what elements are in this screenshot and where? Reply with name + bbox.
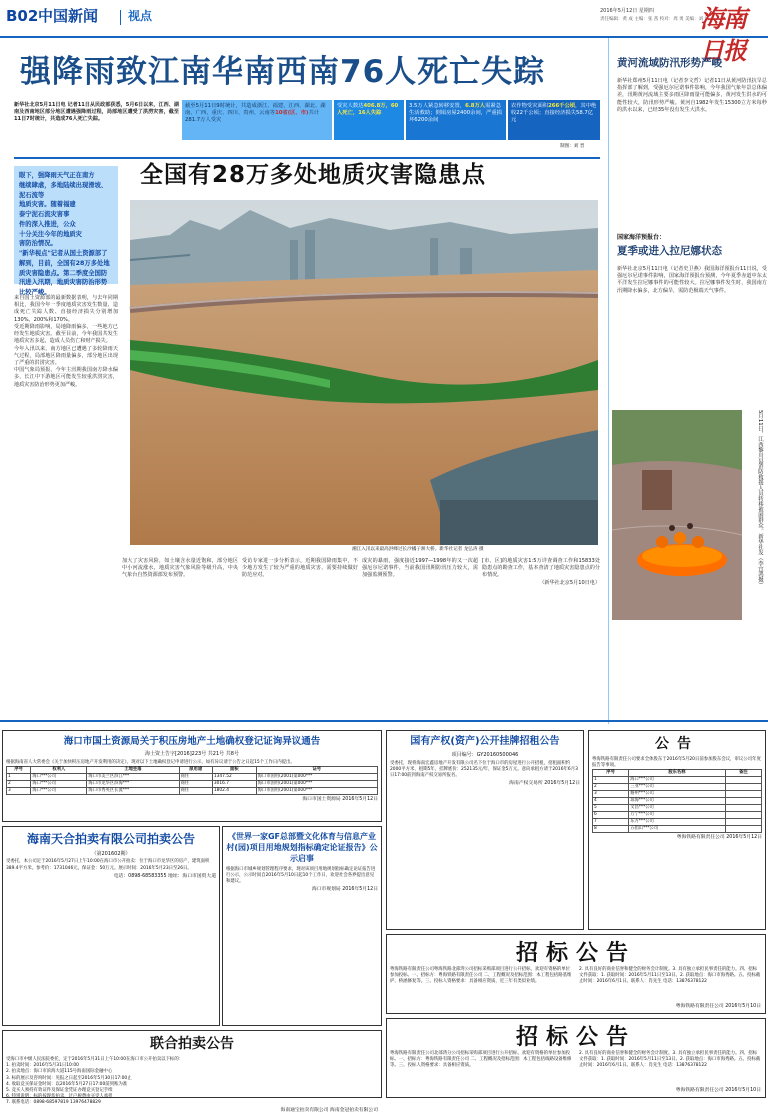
body-paragraph: 加大了灾害风险，如土壤含水量近饱和，部分地区中小河流涨水，地质灾害气象风险等级升高，中央气象台自然资源部发布预警。 <box>122 558 238 579</box>
ad-signature: 粤海铁路有限责任公司 2016年5月10日 <box>675 1004 761 1010</box>
table-header: 序号 <box>593 770 629 777</box>
table-row: 5 文昌***公司 <box>593 805 762 812</box>
land-notice-ad <box>2 730 382 822</box>
auction-item: 6. 特别说明：标的按现状拍卖，过户税费由买受人承担 <box>6 1093 113 1099</box>
table-header: 面积 <box>212 767 256 774</box>
table-row: 3 海口***公司 海口市秀英区长流*** 商住 1802.4 海口市国用(2001)第000*** <box>7 787 378 794</box>
right-article-1: 新华社郑州5月11日电（记者李文哲）记者11日从黄河防汛抗旱总指挥部了解到，受强厄尔尼诺事件影响，今年我国气象年景总体偏差，汛期黄河流域主要多雨区降雨量可能偏多，黄河发生洪水的可能性较大，防汛形势严峻。黄河自1982年发生15300立方米每秒的洪水以来，已经35年没有发生大洪水。 <box>617 78 767 113</box>
ad-text: 粤海铁路有限责任公司粤海铁路北部湾公司招标采购部项目进行公开招标，欢迎有资格的单位参加投标。一、招标方：粤海铁路有限责任公司 二、工程概况及招标范围：本工程包括路基维护、桥涵修复等。三、投标人资格要求：具备相应资质，近三年有类似业绩。 <box>390 967 572 985</box>
ad-title: 联合拍卖公告 <box>150 1036 234 1052</box>
auction-item: 3. 标的展示及咨询时间：见报之日起至2016年5月30日17:00止 <box>6 1075 132 1081</box>
section-name: 中国新闻 <box>38 7 99 25</box>
table-header: 权利人 <box>31 767 87 774</box>
section-number: B02 <box>6 7 39 25</box>
stat-box-2: 受灾人数达406.8万，60人死亡，16人失踪 <box>334 100 404 140</box>
shareholder-notice-ad <box>588 730 766 930</box>
ad-signature: 海南产权交易所 2016年5月12日 <box>509 780 580 786</box>
section-category: 视点 <box>128 9 153 23</box>
photo-caption: 湘江入汛以来最高洪峰过长沙橘子洲大桥。新华社记者 龙弘涛 摄 <box>352 547 484 552</box>
body-column-4 <box>362 558 478 713</box>
header-divider <box>120 10 121 25</box>
table-row: 8 五指山***公司 <box>593 825 762 832</box>
table-header: 证号 <box>256 767 377 774</box>
sidebar-line: "新华视点"记者从国土资源部了解到，目前，全国有28万多处地质灾害隐患点。第二季度全国防汛进入汛期，地质灾害防治形势比较严峻。 <box>19 250 110 296</box>
body-column-1 <box>14 295 118 715</box>
ad-text: 2. 具有良好的商业信誉和健全的财务会计制度。3. 具有独立承担民事责任的能力。四、招标文件获取：1. 获取时间：2016年5月11日至13日。2. 获取地点：海口市海秀路。五、投标截止时间：2016年6月1日。联系人：肖先生 电话：13876378122 <box>579 1051 761 1069</box>
gf-park-notice-ad <box>222 826 382 1026</box>
state-asset-lease-ad <box>386 730 584 930</box>
table-header: 股东名称 <box>629 770 726 777</box>
stats-infographic <box>182 100 600 140</box>
table-row: 2 海口***公司 海口市龙华区滨海*** 商住 3016.7 海口市国用(2001)第000*** <box>7 780 378 787</box>
stat-box-1: 截至5月11日9时统计，共造成浙江、福建、江西、湖北、湖南、广西、重庆、四川、贵州、云南等10省(区、市)共计281.7万人受灾 <box>182 100 332 140</box>
auction-item: 5. 竞买人须持有效证件及保证金凭证办理竞买登记手续 <box>6 1087 113 1093</box>
right-title-2: 夏季或进入拉尼娜状态 <box>617 245 722 257</box>
dateline: （新华社北京5月10日电） <box>539 579 600 586</box>
sidebar-line: 地质灾害。随着福建 <box>19 201 76 209</box>
ad-title: 国有产权(资产)公开挂牌招租公告 <box>410 736 560 747</box>
right-article-2: 新华社北京5月11日电（记者史卫燕）我国海洋预报台11日说，受强厄尔尼诺事件影响，国家海洋预报台预测，今年夏季赤道中东太平洋发生拉尼娜事件的可能性较大。拉尼娜事件发生时，我国南方汛期降水偏多，北方偏旱，需防范极端天气事件。 <box>617 266 767 294</box>
table-row: 3 儋州***公司 <box>593 791 762 798</box>
sidebar-line: 害防治情况。 <box>19 240 57 248</box>
body-paragraph: 中国气象局预报，今年主汛期我国南方降水偏多，长江中下游地区可能发生较重洪涝灾害，地质灾害防治形势更加严峻。 <box>14 367 118 388</box>
ad-title: 公告 <box>655 736 699 752</box>
stat-box-3: 3.5万人紧急转移安置，6.8万人需紧急生活救助；倒塌房屋2400余间，严重损坏6200余间 <box>406 100 506 140</box>
sub-headline: 全国有28万多处地质灾害隐患点 <box>140 162 487 188</box>
auction-ad <box>2 826 220 1026</box>
tender-ad-2 <box>386 1018 766 1098</box>
body-column-3 <box>242 558 358 713</box>
ad-signature: 电话：0898-68583355 地址：海口市国贸大道 <box>113 873 216 879</box>
ad-signature: 海口市规划局 2016年5月12日 <box>311 887 378 893</box>
body-column-5 <box>482 558 600 713</box>
right-title-2-kicker: 国家海洋预报台： <box>617 234 666 241</box>
land-table <box>6 766 378 795</box>
auction-item: 1. 拍卖时间：2016年5月31日10:00 <box>6 1063 79 1069</box>
date-line: 2016年5月12日 星期四 <box>600 8 654 14</box>
ad-subtitle: （第201602期） <box>91 850 131 857</box>
ad-text: 2. 具有良好的商业信誉和健全的财务会计制度。3. 具有独立承担民事责任的能力。四、招标文件获取：1. 获取时间：2016年5月11日至13日。2. 获取地点：海口市海秀路。五、投标截止时间：2016年6月1日。联系人：肖先生 电话：13876378122 <box>579 967 761 985</box>
table-row: 2 三亚***公司 <box>593 784 762 791</box>
sidebar-line: 眼下，强降雨天气正在南方 <box>19 172 95 179</box>
body-paragraph: 成灾的暴雨，强度接近1997—1998年的又一次超强厄尔尼诺事件，当前我国汛期防汛压力较大，需加强监测预警。 <box>362 558 478 579</box>
body-paragraph: 来自国土资源部的最新数据表明，与去年同期相比，我国今年一季度地质灾害发生数量、造成死亡失踪人数、直接经济损失分别增加130%、200%和170%。 <box>14 295 118 323</box>
ad-text: 受委托，现将海南宏鑫房地产开发有限公司名下位于海口市的房屋进行公开招租，招租面积约2000平方米，租期5年，挂牌底价：252135元/年，保证金5万元。意向承租方请于2016年6月3日17:00前到海南产权交易所报名。 <box>390 760 578 778</box>
ad-text: 受委托，本公司定于2016年5月27日上午10:00在海口市公开拍卖：位于海口市龙华区的房产，建筑面积389.4平方米。参考价：1731046元，保证金：50万元。展示时间：2016年5月23日至26日。 <box>6 859 210 871</box>
ad-title: 招标公告 <box>515 1025 636 1050</box>
table-row: 6 万宁***公司 <box>593 812 762 819</box>
table-row: 1 海口***公司 海口市美兰区滨江*** 商住 1347.52 海口市国用(2001)第000*** <box>7 774 378 781</box>
table-header: 原用途 <box>179 767 212 774</box>
right-title-1: 黄河流域防汛形势严峻 <box>617 57 722 69</box>
ad-signature: 粤海铁路有限责任公司 2016年5月12日 <box>676 834 762 840</box>
ad-title: 海南天合拍卖有限公司拍卖公告 <box>26 832 195 846</box>
sidebar-line: 件的深入推进，公众 <box>19 220 76 228</box>
body-paragraph: 受近期降雨影响，局地降雨偏多，一些地方已经发生地质灾害。截至目前，今年我国共发生地质灾害多起，造成人员伤亡和财产损失。 <box>14 323 118 345</box>
shareholder-table <box>592 769 762 832</box>
lead-paragraph: 新华社北京5月11日电 记者11日从民政部获悉，5月6日以来，江西、湖南及西南地区部分地区遭遇强降雨过程，局部地区遭受了洪涝灾害，截至11日7时统计，共造成76人死亡失踪。 <box>14 102 179 123</box>
intro-sidebar <box>14 166 118 296</box>
table-row: 7 东方***公司 <box>593 818 762 825</box>
stat-box-4: 农作物受灾面积266千公顷，其中绝收22千公顷；直接经济损失58.7亿元 <box>508 100 600 140</box>
right-column <box>608 38 768 724</box>
ad-text: 粤海铁路有限责任公司要求全体股东于2016年5月20日前参加股东会议，审议公司年度报告等事项。 <box>592 757 761 769</box>
sidebar-line: 继续肆虐，多地陆续出现滑坡、泥石流等 <box>19 181 108 199</box>
ad-title: 《世界一家GF总部暨文化体育与信息产业村(园)项目用地规划指标确定论证报告》公示启事 <box>226 832 378 864</box>
body-paragraph: 今年入汛以来，南方地区已遭遇了多轮降雨天气过程，局部地区降雨量偏多，部分地区出现了严重的洪涝灾害。 <box>14 345 118 366</box>
ad-signature: 海口市国土资源局 2016年5月12日 <box>302 796 378 802</box>
graphic-credit: 制图：刘 晋 <box>560 144 585 149</box>
section-rule <box>14 157 600 159</box>
rescue-photo <box>612 410 742 620</box>
sidebar-line: 十分关注今年的地质灾 <box>19 230 82 238</box>
editor-line: 责任编辑：黄 成 主编：张 茜 校对：周 勇 美编：刘 洁 <box>600 17 710 22</box>
auction-item: 4. 收取竞买保证金时间：以2016年5月27日17:00前到账为准 <box>6 1081 128 1087</box>
ad-signature: 海南通宝拍卖有限公司 海南金冠拍卖有限公司 <box>280 1107 378 1113</box>
table-header: 备注 <box>725 770 761 777</box>
ad-signature: 粤海铁路有限责任公司 2016年5月10日 <box>675 1088 761 1094</box>
table-row: 1 海口***公司 <box>593 777 762 784</box>
ad-title: 海口市国土资源局关于积压房地产土地确权登记证询异议通告 <box>63 736 321 747</box>
tender-ad-1 <box>386 934 766 1014</box>
ad-subtitle: 海土资土告字[2016]223号 共21号 共8号 <box>145 751 239 758</box>
ad-text: 根据海口市城乡规划管理程序要求，现对该项目用地规划指标确定论证报告进行公示，公示时间自2016年5月10日起10个工作日，欢迎社会各界提出意见和建议。 <box>226 867 376 885</box>
ad-subtitle: 项目编号：GY20160500046 <box>451 751 519 758</box>
body-paragraph: [市、区]的地质灾害1:5万详查调查工作和15833处隐患点的勘查工作，基本查清了地质灾害隐患点的分布情况。 <box>482 558 600 579</box>
joint-auction-ad <box>2 1030 382 1113</box>
table-header: 土地坐落 <box>87 767 179 774</box>
table-header: 序号 <box>7 767 31 774</box>
masthead-logo: 海南日报 <box>700 4 746 66</box>
rescue-photo-caption: 5月11日，江西黎川县消防救援人员转移被困群众。新华社发（李宜鸿摄） <box>757 410 763 588</box>
body-column-2 <box>122 558 238 713</box>
ad-text: 粤海铁路有限责任公司北部湾分公司招标采购部项目进行公开招标，欢迎有资格的单位参加投标。一、招标方：粤海铁路有限责任公司 二、工程概况及招标范围：本工程包括线路设备维修等。三、投标人资格要求：具备相应资质。 <box>390 1051 572 1069</box>
flood-river-photo <box>130 200 598 545</box>
ad-text: 受海口市中级人民法院委托，定于2016年5月31日上午10:00在海口市公开拍卖以下标的： <box>6 1057 184 1063</box>
sidebar-line: 泰宁泥石流灾害事 <box>19 211 70 218</box>
auction-item: 7. 联系电话：0898-68597819 13976478829 <box>6 1099 101 1105</box>
body-paragraph: 受访专家进一步分析表示，近期我国降雨集中，不少地方发生了较为严重的地质灾害，需要持续做好防范应对。 <box>242 558 358 579</box>
main-headline: 强降雨致江南华南西南76人死亡失踪 <box>20 54 546 90</box>
ad-title: 招标公告 <box>515 941 636 966</box>
table-row: 4 琼海***公司 <box>593 798 762 805</box>
classified-ads <box>0 720 768 1113</box>
ad-text: 根据海南省人大常委会《关于加快积压房地产开发利用的决定》，现对以下土地确权登记申请进行公示，如有异议请于公告之日起15个工作日内提出。 <box>6 760 295 765</box>
auction-item: 2. 拍卖地点：海口市滨海大道115号海南国际金融中心 <box>6 1069 113 1075</box>
